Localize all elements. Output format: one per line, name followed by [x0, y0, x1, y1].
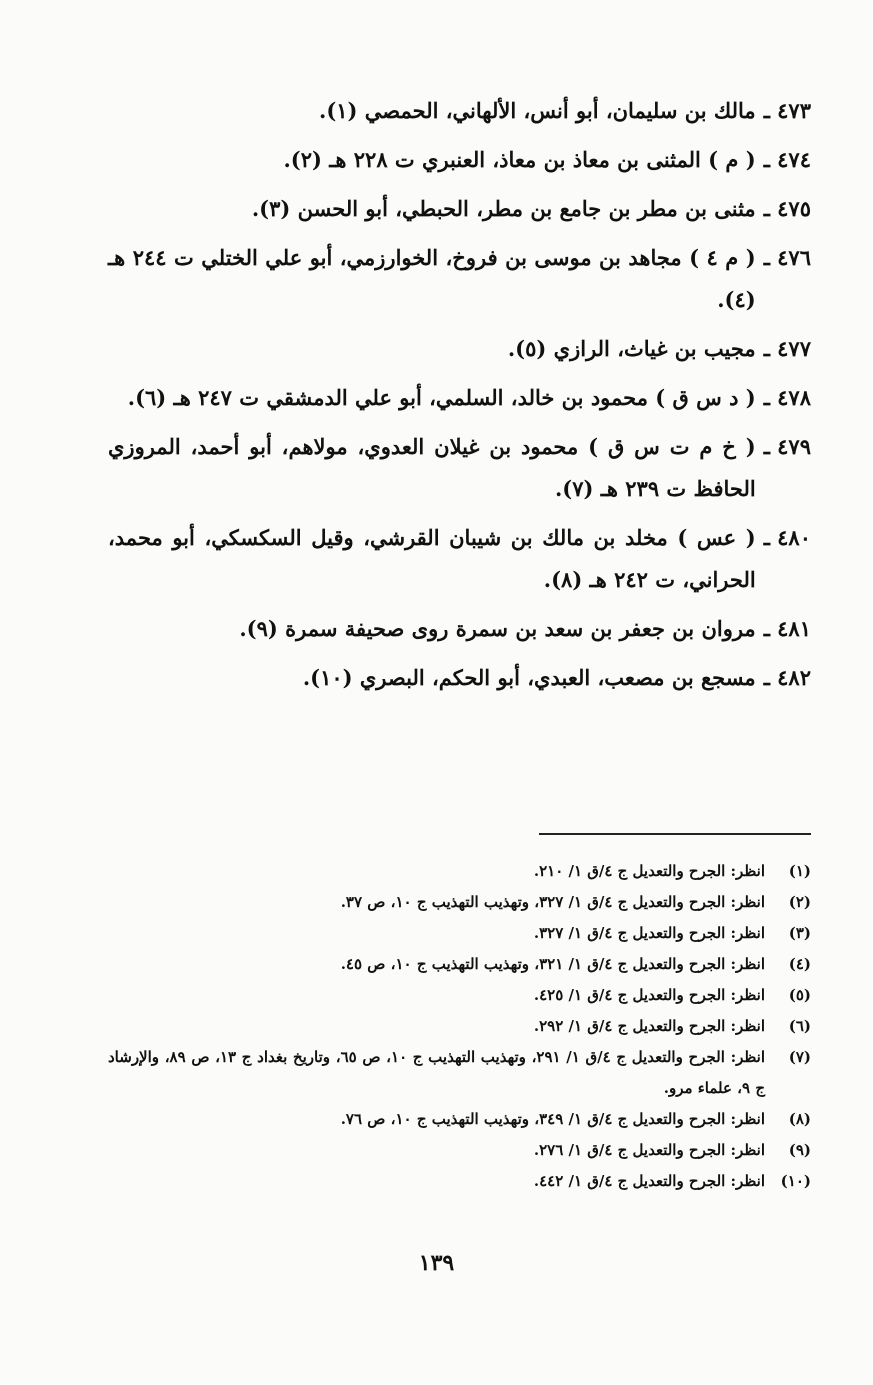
footnote-text: انظر: الجرح والتعديل ج ٤/ق ١/ ٢١٠. — [533, 862, 765, 880]
entry-text: مروان بن جعفر بن سعد بن سمرة روى صحيفة سمرة (٩). — [239, 616, 756, 641]
footnote-1 — [108, 856, 811, 887]
footnote-9 — [108, 1135, 811, 1166]
entry-number: ٤٨٢ ـ — [763, 665, 811, 690]
entry-text: مسجع بن مصعب، العبدي، أبو الحكم، البصري (١٠). — [302, 665, 756, 690]
footnote-text: انظر: الجرح والتعديل ج ٤/ق ١/ ٣٤٩، وتهذيب التهذيب ج ١٠، ص ٧٦. — [340, 1110, 765, 1128]
entry-number: ٤٧٤ ـ — [763, 147, 811, 172]
entry-number: ٤٧٨ ـ — [763, 385, 811, 410]
footnote-number: (١٠) — [780, 1172, 811, 1190]
footnote-divider — [539, 833, 811, 835]
entry-476 — [108, 237, 811, 321]
footnote-text: انظر: الجرح والتعديل ج ٤/ق ١/ ٤٤٢. — [533, 1172, 765, 1190]
footnote-3 — [108, 918, 811, 949]
page-number: ١٣٩ — [418, 1250, 455, 1276]
footnote-10 — [108, 1166, 811, 1197]
footnote-number: (٢) — [788, 893, 811, 911]
footnote-8 — [108, 1104, 811, 1135]
footnote-number: (٣) — [788, 924, 811, 942]
entry-text: ( م ٤ ) مجاهد بن موسى بن فروخ، الخوارزمي، أبو علي الختلي ت ٢٤٤ هـ (٤). — [108, 245, 756, 312]
footnote-number: (٤) — [788, 955, 811, 973]
entry-number: ٤٧٧ ـ — [763, 336, 811, 361]
footnote-text: انظر: الجرح والتعديل ج ٤/ق ١/ ٣٢١، وتهذيب التهذيب ج ١٠، ص ٤٥. — [340, 955, 765, 973]
entry-text: ( خ م ت س ق ) محمود بن غيلان العدوي، مولاهم، أبو أحمد، المروزي الحافظ ت ٢٣٩ هـ (٧). — [108, 434, 756, 501]
footnote-text: انظر: الجرح والتعديل ج ٤/ق ١/ ٢٩٢. — [533, 1017, 765, 1035]
entry-473 — [108, 90, 811, 132]
footnote-text: انظر: الجرح والتعديل ج ٤/ق ١/ ٢٩١، وتهذيب التهذيب ج ١٠، ص ٦٥، وتاريخ بغداد ج ١٣، ص ٨٩، والإرشاد ج ٩، علماء مرو. — [108, 1048, 766, 1097]
entry-481 — [108, 608, 811, 650]
footnote-number: (١) — [788, 862, 811, 880]
entry-number: ٤٧٦ ـ — [763, 245, 811, 270]
footnote-5 — [108, 980, 811, 1011]
footnote-2 — [108, 887, 811, 918]
entry-text: ( م ) المثنى بن معاذ بن معاذ، العنبري ت ٢٢٨ هـ (٢). — [283, 147, 756, 172]
footnote-text: انظر: الجرح والتعديل ج ٤/ق ١/ ٣٢٧، وتهذيب التهذيب ج ١٠، ص ٣٧. — [340, 893, 765, 911]
footnote-number: (٨) — [788, 1110, 811, 1128]
footnote-number: (٩) — [788, 1141, 811, 1159]
footnote-number: (٥) — [788, 986, 811, 1004]
footnote-text: انظر: الجرح والتعديل ج ٤/ق ١/ ٣٢٧. — [533, 924, 765, 942]
footnote-4 — [108, 949, 811, 980]
footnote-number: (٦) — [788, 1017, 811, 1035]
footnote-text: انظر: الجرح والتعديل ج ٤/ق ١/ ٢٧٦. — [533, 1141, 765, 1159]
entry-number: ٤٨١ ـ — [763, 616, 811, 641]
entry-482 — [108, 657, 811, 699]
entry-474 — [108, 139, 811, 181]
entry-475 — [108, 188, 811, 230]
entry-text: ( عس ) مخلد بن مالك بن شيبان القرشي، وقيل السكسكي، أبو محمد، الحراني، ت ٢٤٢ هـ (٨). — [108, 525, 756, 592]
entry-number: ٤٧٣ ـ — [763, 98, 811, 123]
entry-text: مالك بن سليمان، أبو أنس، الألهاني، الحمصي (١). — [319, 98, 756, 123]
entry-479 — [108, 426, 811, 510]
entry-text: مثنى بن مطر بن جامع بن مطر، الحبطي، أبو الحسن (٣). — [251, 196, 756, 221]
entry-477 — [108, 328, 811, 370]
entry-number: ٤٧٥ ـ — [763, 196, 811, 221]
entry-number: ٤٨٠ ـ — [763, 525, 811, 550]
entry-number: ٤٧٩ ـ — [763, 434, 811, 459]
entry-478 — [108, 377, 811, 419]
entry-text: مجيب بن غياث، الرازي (٥). — [507, 336, 756, 361]
entry-480 — [108, 517, 811, 601]
entries-list — [108, 90, 811, 706]
footnotes-list — [108, 856, 811, 1197]
footnote-text: انظر: الجرح والتعديل ج ٤/ق ١/ ٤٢٥. — [533, 986, 765, 1004]
footnote-6 — [108, 1011, 811, 1042]
footnote-7 — [108, 1042, 811, 1104]
entry-text: ( د س ق ) محمود بن خالد، السلمي، أبو علي الدمشقي ت ٢٤٧ هـ (٦). — [127, 385, 756, 410]
footnote-number: (٧) — [788, 1048, 811, 1066]
